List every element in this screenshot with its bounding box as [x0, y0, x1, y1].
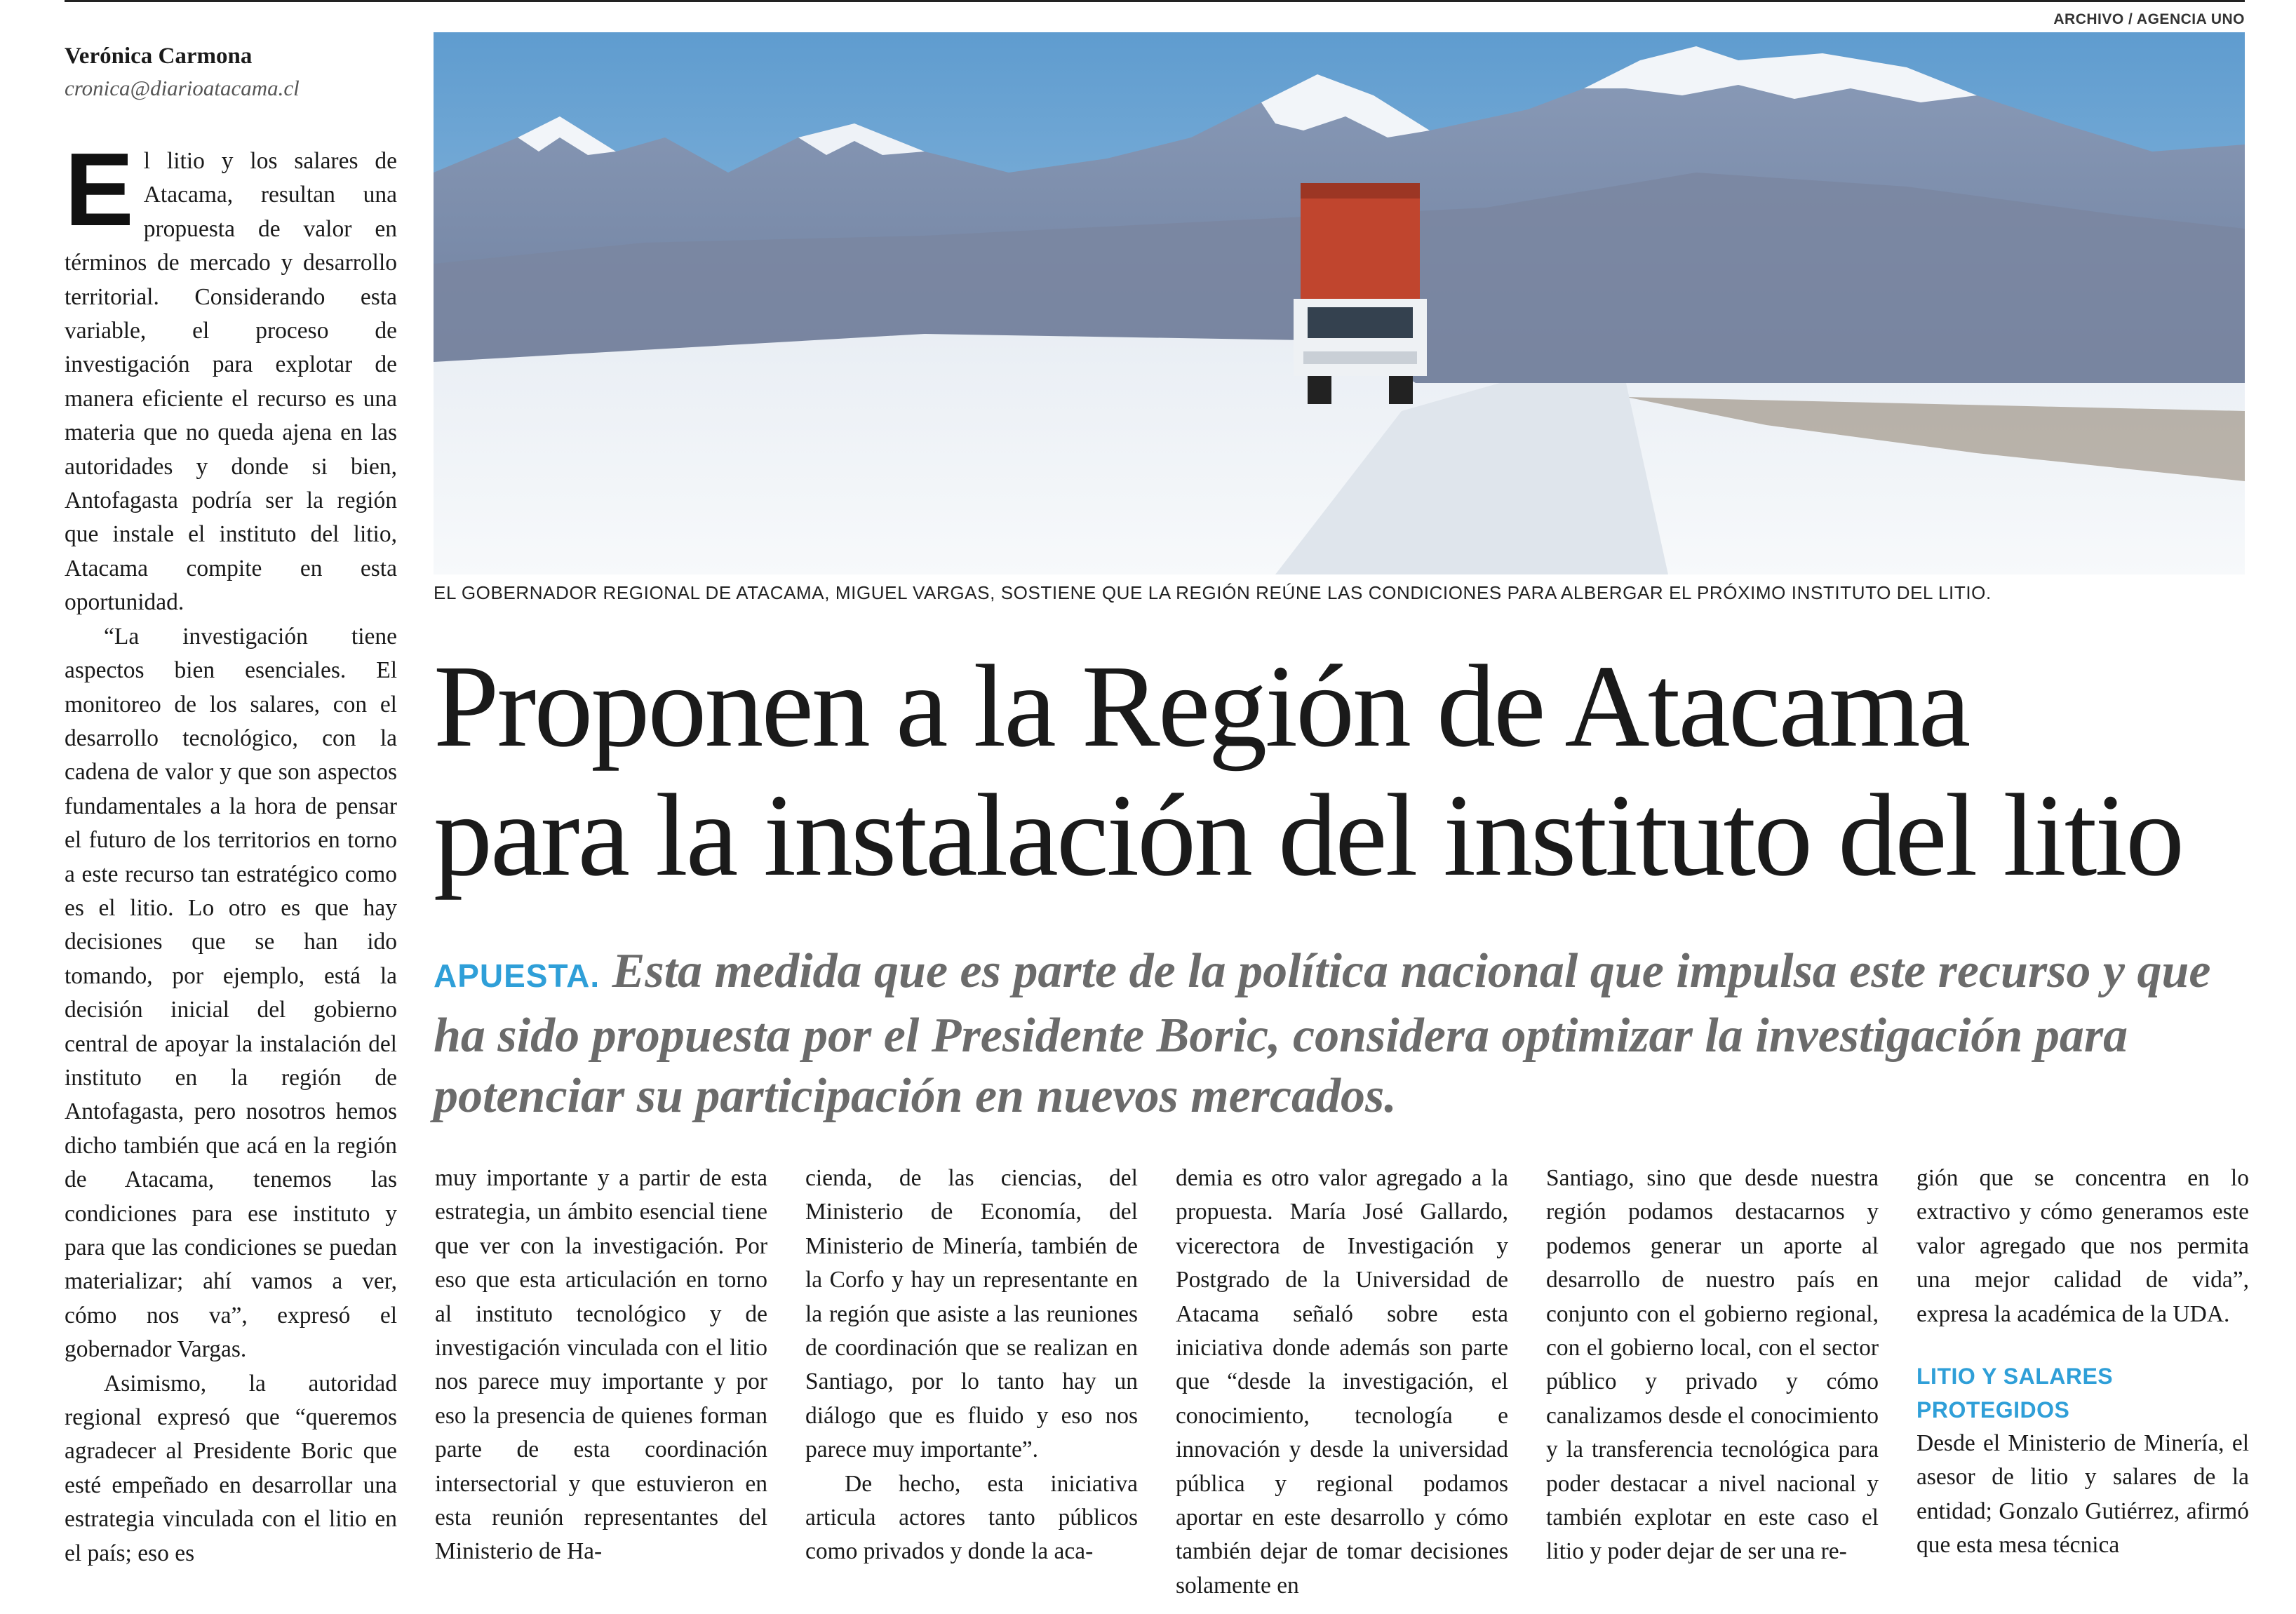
author-name: Verónica Carmona [65, 43, 253, 69]
paragraph: “La investigación tiene aspectos bien esenciales. El monitoreo de los salares, con el desarrollo tecnológico, con la cadena de valor y que son aspectos fundamentales a la hora de pensar el futuro de los territorios en torno a este recurso tan estratégico como es el litio. Lo otro es que hay decisiones que se han ido tomando, por ejemplo, está la decisión inicial del gobierno central de apoyar la instalación del instituto en la región de Antofagasta, pero nosotros hemos dicho también que acá en la región de Atacama, tenemos las condiciones para ese instituto y para que las condiciones se puedan materializar; ahí vamos a ver, cómo nos va”, expresó el gobernador Vargas. [65, 623, 397, 1363]
body-column-4 [1176, 1162, 1508, 1603]
body-column-3 [805, 1162, 1138, 1569]
news-photo [434, 32, 2245, 574]
body-column-6 [1916, 1162, 2249, 1563]
section-subhead: LITIO Y SALARES PROTEGIDOS [1916, 1364, 2114, 1423]
deck [434, 941, 2250, 1127]
paragraph: gión que se concentra en lo extractivo y cómo generamos este valor agregado que nos permita una mejor calidad de vida”, expresa la académica de la UDA. [1916, 1165, 2249, 1327]
photo-credit: ARCHIVO / AGENCIA UNO [2053, 11, 2245, 27]
paragraph: Desde el Ministerio de Minería, el asesor de litio y salares de la entidad; Gonzalo Gutiérrez, afirmó que esta mesa técnica [1916, 1430, 2249, 1559]
drop-cap: E [65, 132, 134, 248]
deck-kicker: APUESTA. [434, 957, 600, 994]
headline-line-2: para la instalación del instituto del litio [434, 770, 2183, 901]
paragraph: Asimismo, la autoridad regional expresó que “queremos agradecer al Presidente Boric que esté empeñado en desarrollar una estrategia vinculada con el litio en el país; eso es [65, 1370, 397, 1566]
paragraph: De hecho, esta iniciativa articula actores tanto públicos como privados y donde la aca- [805, 1470, 1138, 1565]
top-rule [65, 0, 2245, 2]
headline [434, 642, 2257, 900]
paragraph-text: l litio y los salares de Atacama, resultan una propuesta de valor en términos de mercado y desarrollo territorial. Considerando esta variable, el proceso de investigación para explotar de manera eficiente el recurso es una materia que no queda ajena en las autoridades y donde si bien, Antofagasta podría ser la región que instale el instituto del litio, Atacama compite en esta oportunidad. [65, 148, 397, 616]
body-column-2 [435, 1162, 767, 1569]
lead-paragraph [65, 132, 397, 620]
salt-flat-truck-illustration [434, 32, 2245, 574]
photo-caption: EL GOBERNADOR REGIONAL DE ATACAMA, MIGUEL VARGAS, SOSTIENE QUE LA REGIÓN REÚNE LAS CONDICIONES PARA ALBERGAR EL PRÓXIMO INSTITUTO DEL LITIO. [434, 582, 1992, 603]
deck-text: Esta medida que es parte de la política nacional que impulsa este recurso y que ha sido propuesta por el Presidente Boric, considera optimizar la investigación para potenciar su participación en nuevos mercados. [434, 944, 2211, 1123]
author-email[interactable]: cronica@diarioatacama.cl [65, 76, 300, 100]
paragraph: Santiago, sino que desde nuestra región podamos destacarnos y podemos generar un aporte al desarrollo de nuestro país en conjunto con el gobierno regional, con el gobierno local, con el sector público y privado y cómo canalizamos desde el conocimiento y la transferencia tecnológica para poder destacar a nivel nacional y también explotar en este caso el litio y poder dejar de ser una re- [1546, 1165, 1879, 1565]
paragraph: muy importante y a partir de esta estrategia, un ámbito esencial tiene que ver con la investigación. Por eso que esta articulación en torno al instituto tecnológico y de investigación vinculada con el litio nos parece muy importante y por eso la presencia de quienes forman parte de esta coordinación intersectorial y que estuvieron en esta reunión representantes del Ministerio de Ha- [435, 1165, 767, 1565]
paragraph: cienda, de las ciencias, del Ministerio de Economía, del Ministerio de Minería, también de la Corfo y hay un representante en la región que asiste a las reuniones de coordinación que se realizan en Santiago, por lo tanto hay un diálogo que es fluido y eso nos parece muy importante”. [805, 1165, 1138, 1463]
body-column-1 [65, 132, 397, 1571]
headline-line-1: Proponen a la Región de Atacama [434, 641, 1969, 772]
paragraph: demia es otro valor agregado a la propuesta. María José Gallardo, vicerectora de Investigación y Postgrado de la Universidad de Atacama señaló sobre esta iniciativa donde además son parte que “desde la investigación, el conocimiento, tecnología e innovación y desde la universidad pública y regional podamos aportar en este desarrollo y cómo también dejar de tomar decisiones solamente en [1176, 1165, 1508, 1599]
body-column-5 [1546, 1162, 1879, 1569]
